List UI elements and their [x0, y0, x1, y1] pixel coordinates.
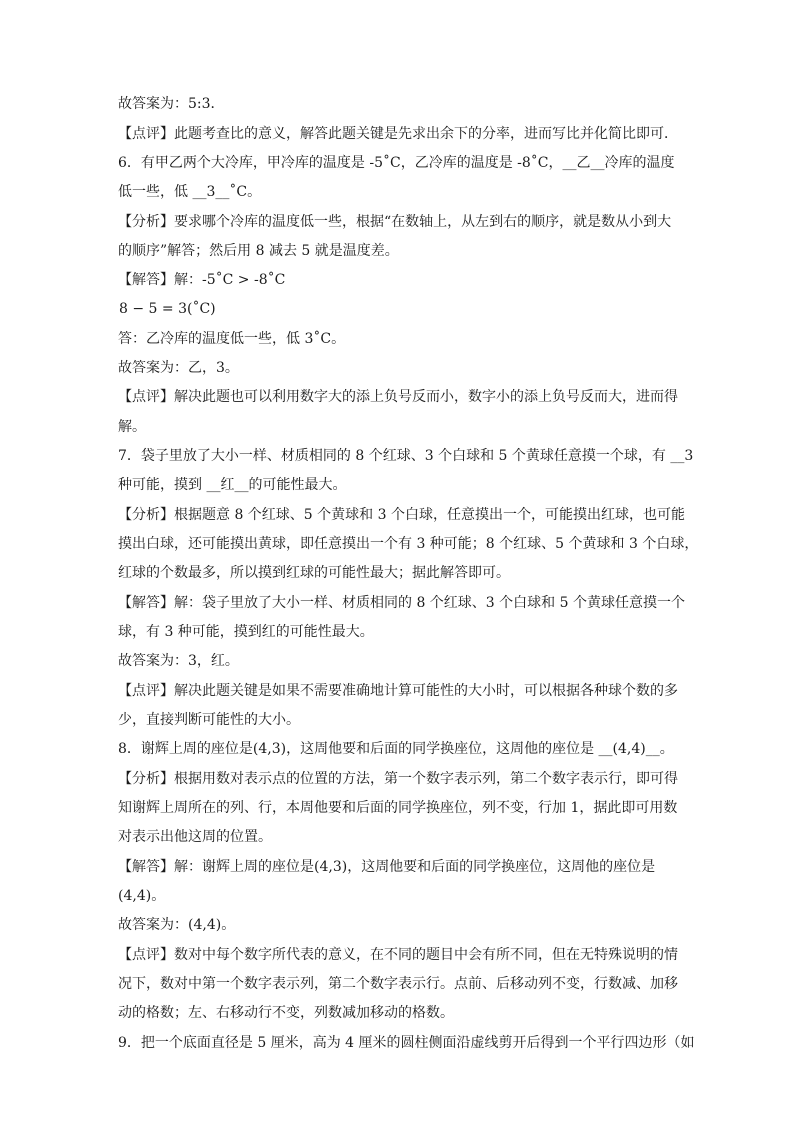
answer-line: 故答案为：(4,4)。 [118, 917, 236, 933]
comment-line: 况下，数对中第一个数字表示列，第二个数字表示行。点前、后移动列不变，行数减、加移 [118, 976, 678, 992]
question-6-line: 低一些，低 __3__˚C。 [118, 184, 262, 200]
analysis-line: 摸出白球，还可能摸出黄球，即任意摸出一个有 3 种可能；8 个红球、5 个黄球和 3 个白球， [118, 536, 699, 552]
question-7-line: 7．袋子里放了大小一样、材质相同的 8 个红球、3 个白球和 5 个黄球任意摸一个球，有 __3 [118, 448, 694, 464]
analysis-line: 对表示出他这周的位置。 [118, 829, 272, 845]
analysis-line: 的顺序”解答；然后用 8 减去 5 就是温度差。 [118, 243, 399, 259]
solution-line: 【解答】解：-5˚C > -8˚C [118, 272, 286, 288]
answer-line: 故答案为：3，红。 [118, 653, 239, 669]
question-8-line: 8．谢辉上周的座位是(4,3)，这周他要和后面的同学换座位，这周他的座位是 __(4,4)__。 [118, 741, 674, 757]
analysis-line: 【分析】根据题意 8 个红球、5 个黄球和 3 个白球，任意摸出一个，可能摸出红球，也可能 [118, 507, 685, 523]
solution-line: 球，有 3 种可能，摸到红的可能性最大。 [118, 624, 374, 640]
comment-line: 【点评】解决此题也可以利用数字大的添上负号反而小，数字小的添上负号反而大，进而得 [118, 389, 678, 405]
analysis-line: 【分析】要求哪个冷库的温度低一些，根据“在数轴上，从左到右的顺序，就是数从小到大 [118, 214, 672, 230]
comment-line: 动的格数；左、右移动行不变，列数减加移动的格数。 [118, 1005, 454, 1021]
comment-line: 【点评】此题考查比的意义，解答此题关键是先求出余下的分率，进而写比并化简比即可． [118, 126, 678, 142]
solution-line: 答：乙冷库的温度低一些，低 3˚C。 [118, 331, 346, 347]
comment-line: 解。 [118, 419, 146, 435]
analysis-line: 红球的个数最多，所以摸到红球的可能性最大；据此解答即可。 [118, 565, 510, 581]
comment-line: 【点评】解决此题关键是如果不需要准确地计算可能性的大小时，可以根据各种球个数的多 [118, 683, 678, 699]
comment-line: 少，直接判断可能性的大小。 [118, 712, 300, 728]
solution-line: (4,4)。 [118, 888, 166, 904]
answer-line: 故答案为：5:3． [118, 96, 225, 112]
question-6-line: 6．有甲乙两个大冷库，甲冷库的温度是 -5˚C，乙冷库的温度是 -8˚C，__乙__冷库的温度 [118, 155, 675, 171]
solution-line: 【解答】解：谢辉上周的座位是(4,3)，这周他要和后面的同学换座位，这周他的座位是 [118, 859, 656, 875]
solution-line: 【解答】解：袋子里放了大小一样、材质相同的 8 个红球、3 个白球和 5 个黄球任意摸一个 [118, 595, 685, 611]
question-7-line: 种可能，摸到 __红__的可能性最大。 [118, 477, 347, 493]
analysis-line: 【分析】根据用数对表示点的位置的方法，第一个数字表示列，第二个数字表示行，即可得 [118, 771, 678, 787]
question-9-line: 9．把一个底面直径是 5 厘米，高为 4 厘米的圆柱侧面沿虚线剪开后得到一个平行四边形（如 [118, 1035, 695, 1051]
solution-line: 8 − 5 = 3(˚C) [119, 301, 216, 317]
analysis-line: 知谢辉上周所在的列、行，本周他要和后面的同学换座位，列不变，行加 1，据此即可用数 [118, 800, 678, 816]
comment-line: 【点评】数对中每个数字所代表的意义，在不同的题目中会有所不同，但在无特殊说明的情 [118, 947, 678, 963]
answer-line: 故答案为：乙，3。 [118, 360, 239, 376]
